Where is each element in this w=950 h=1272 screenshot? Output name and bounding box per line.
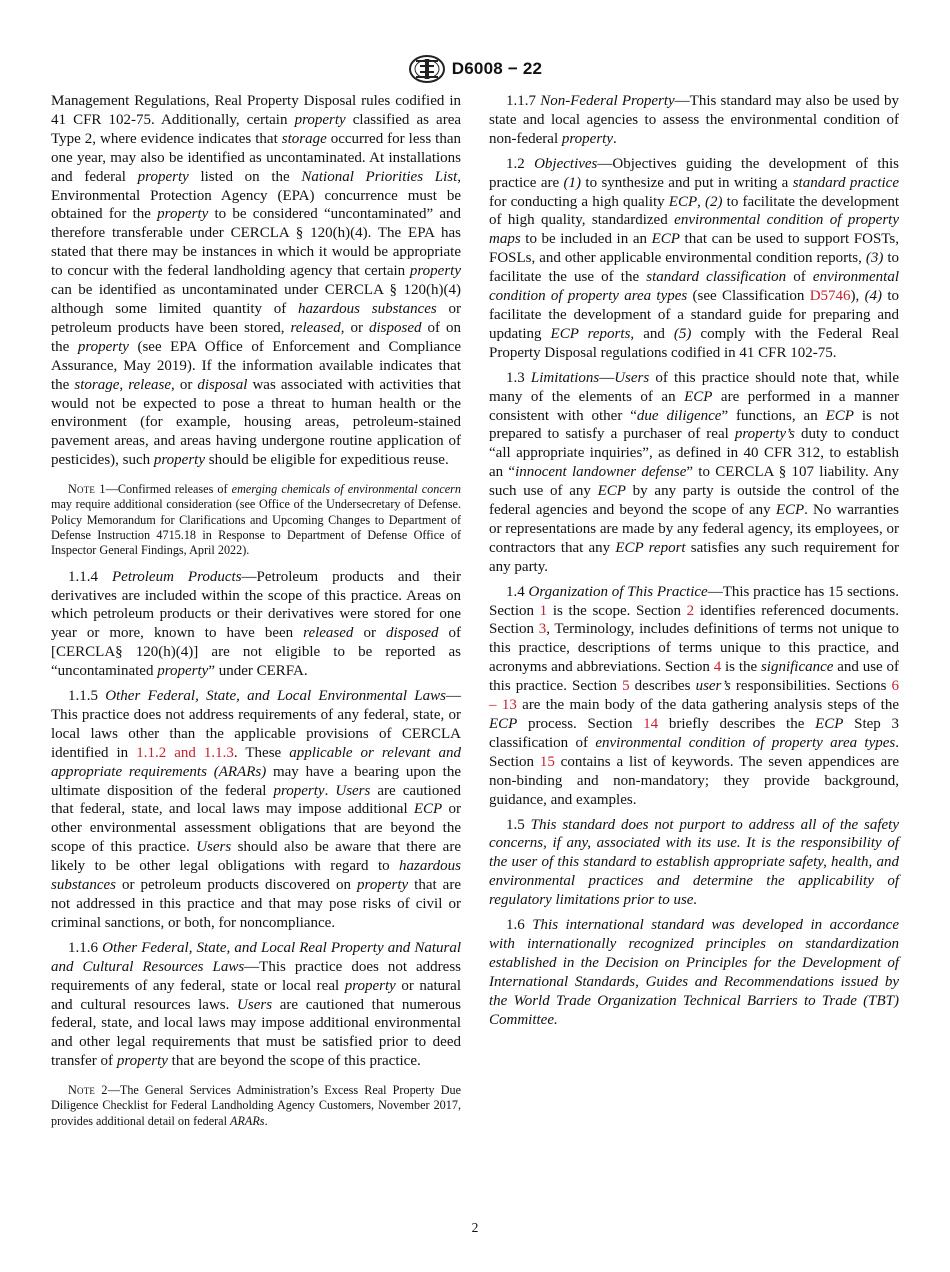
italic-term: Limitations bbox=[530, 369, 600, 386]
italic-term: ECP bbox=[684, 388, 713, 405]
document-designation: D6008 − 22 bbox=[451, 59, 543, 78]
section-1-1-6: 1.1.6 Other Federal, State, and Local Real Property and Natural and Cultural Resources Laws—This practice does not address requirements of any federal, state or local real property or natural and cultural resources laws. Users are cautioned that numerous federal, state, and local laws may impose additional environmental and other legal requirements that must be satisfied prior to deed transfer of property that are beyond the scope of this practice. bbox=[51, 939, 462, 1070]
italic-term: Users bbox=[614, 369, 650, 386]
italic-term: innocent landowner defense bbox=[515, 464, 687, 481]
italic-term: property bbox=[561, 130, 613, 147]
section-1-3: 1.3 Limitations—Users of this practice should note that, while many of the elements of an ECP are performed in a manner consistent with other “due diligence” functions, an ECP is not prepared to satisfy a purchaser of real property’s duty to conduct “all appropriate inquiries”, as defined in 40 CFR 312, to establish an “innocent landowner defense” to CERCLA § 107 liability. Any such use of any ECP by any party is outside the control of the federal agencies and beyond the scope of any ECP. No warranties or representations are made by any federal agency, its employees, or contractors that any ECP report satisfies any such requirement for any party. bbox=[489, 369, 899, 575]
italic-term: significance bbox=[760, 659, 834, 676]
italic-term: ECP bbox=[413, 801, 443, 818]
cross-reference-link[interactable]: 3 bbox=[538, 621, 547, 638]
italic-term: Users bbox=[237, 996, 273, 1013]
italic-term: property’s bbox=[734, 426, 795, 443]
cross-reference-link[interactable]: 1 bbox=[539, 602, 548, 619]
italic-term: property bbox=[294, 111, 346, 128]
italic-term: property bbox=[157, 206, 209, 223]
italic-term: ECP report bbox=[615, 539, 686, 556]
section-1-6: 1.6 This international standard was developed in accordance with internationally recognized principles on standardization established in the Decision on Principles for the Development of International Standards, Guides and Recommendations issued by the World Trade Organization Technical Barriers to Trade (TBT) Committee. bbox=[489, 917, 899, 1028]
section-1-1-7: 1.1.7 Non-Federal Property—This standard may also be used by state and local agencies to assess the environmental condition of non-federal property. bbox=[489, 93, 899, 147]
italic-term: Other Federal, State, and Local Environmental Laws bbox=[105, 688, 446, 705]
note-2: Note 2—The General Services Administration’s Excess Real Property Due Diligence Checklist for Federal Landholding Agency Customers, November 2017, provides additional detail on federal ARARs. bbox=[51, 1083, 461, 1128]
italic-term: storage bbox=[281, 130, 327, 147]
italic-term: disposal bbox=[197, 376, 248, 393]
italic-term: property bbox=[157, 663, 209, 680]
italic-term: Objectives bbox=[534, 155, 598, 172]
italic-term: property bbox=[137, 168, 189, 185]
right-column bbox=[489, 92, 899, 1036]
italic-term: Users bbox=[335, 782, 371, 799]
italic-term: ARARs bbox=[230, 1113, 265, 1128]
cross-reference-link[interactable]: 14 bbox=[643, 716, 659, 732]
astm-logo-icon bbox=[408, 54, 446, 84]
italic-term: hazardous substances bbox=[51, 858, 461, 894]
italic-term: (5) bbox=[673, 325, 692, 342]
cross-reference-link[interactable]: 4 bbox=[713, 659, 722, 676]
section-1-1-4: 1.1.4 Petroleum Products—Petroleum products and their derivatives are included within the scope of this practice. Areas on which petroleum products or their derivatives were stored for one year or more, known to have been released or disposed of [CERCLA§ 120(h)(4)] are not eligible to be reported as “uncontaminated property” under CERFA. bbox=[51, 568, 462, 680]
italic-term: disposed bbox=[369, 319, 422, 336]
italic-term: standard classification bbox=[646, 269, 787, 286]
italic-term: property bbox=[344, 977, 396, 994]
italic-term: property bbox=[153, 452, 205, 469]
page-header bbox=[0, 54, 950, 84]
italic-term: applicable or relevant and appropriate requirements (ARARs) bbox=[51, 744, 461, 780]
page-number: 2 bbox=[471, 1220, 479, 1235]
italic-term: property bbox=[409, 263, 461, 280]
italic-term: ECP reports bbox=[550, 325, 631, 342]
italic-term: environmental condition of property maps bbox=[489, 212, 899, 248]
note-label: Note 1 bbox=[68, 482, 106, 497]
italic-term: (1) bbox=[563, 174, 582, 191]
italic-term: ECP bbox=[775, 502, 805, 519]
section-1-1-5: 1.1.5 Other Federal, State, and Local Environmental Laws—This practice does not address requirements of any federal, state, or local laws other than the applicable provisions of CERCLA identified in 1.1.2 and 1.1.3. These applicable or relevant and appropriate requirements (ARARs) may have a bearing upon the ultimate disposition of the federal property. Users are cautioned that federal, state, and local laws may impose additional ECP or other environmental assessment obligations that are beyond the scope of this practice. Users should also be aware that there are likely to be other legal obligations with regard to hazardous substances or petroleum products discovered on property that are not addressed in this practice and that may pose risks of civil or criminal sanctions, or both, for noncompliance. bbox=[51, 688, 462, 931]
italic-term: ECP bbox=[651, 231, 680, 248]
italic-term: ECP bbox=[668, 193, 698, 210]
italic-term: This international standard was developed in accordance with internationally recognized principles on standardization established in the Decision on Principles for the Development of International Standards, Guides and Recommendations issued by the World Trade Organization Technical Barriers to Trade (TBT) Committee. bbox=[489, 917, 899, 1028]
cross-reference-link[interactable]: 5 bbox=[622, 678, 630, 695]
left-column bbox=[51, 92, 461, 1138]
italic-term: property bbox=[77, 338, 129, 355]
italic-term: release bbox=[128, 376, 171, 393]
italic-term: released bbox=[290, 319, 341, 336]
italic-term: (4) bbox=[864, 288, 883, 305]
italic-term: ECP bbox=[825, 407, 854, 424]
italic-term: disposed bbox=[385, 625, 439, 642]
italic-term: standard practice bbox=[792, 174, 899, 191]
italic-term: ECP bbox=[815, 716, 844, 732]
section-1-4: 1.4 Organization of This Practice—This practice has 15 sections. Section 1 is the scope. Section 2 identifies referenced documents. Section 3, Terminology, includes definitions of terms not unique to this practice, descriptions of terms unique to this practice, and acronyms and abbreviations. Section 4 is the significance and use of this practice. Section 5 describes user’s responsibilities. Sections 6 – 13 are the main body of the data gathering analysis steps of the ECP process. Section 14 briefly describes the ECP Step 3 classification of environmental condition of property area types. Section 15 contains a list of keywords. The seven appendices are non-binding and non-mandatory; they provide background, guidance, and examples. bbox=[489, 583, 900, 808]
section-1-2: 1.2 Objectives—Objectives guiding the development of this practice are (1) to synthesize and put in writing a standard practice for conducting a high quality ECP, (2) to facilitate the development of high quality, standardized environmental condition of property maps to be included in an ECP that can be used to support FOSTs, FOSLs, and other applicable environmental condition reports, (3) to facilitate the use of the standard classification of environmental condition of property area types (see Classification D5746), (4) to facilitate the development of a standard guide for preparing and updating ECP reports, and (5) comply with the Federal Real Property Disposal regulations codified in 41 CFR 102-75. bbox=[489, 155, 900, 361]
italic-term: (3) bbox=[865, 250, 884, 267]
italic-term: (2) bbox=[705, 193, 723, 210]
italic-term: released bbox=[303, 625, 354, 642]
note-label: Note 2 bbox=[68, 1083, 108, 1098]
section-1-5: 1.5 This standard does not purport to address all of the safety concerns, if any, associated with its use. It is the responsibility of the user of this standard to establish appropriate safety, health, and environmental practices and determine the applicability of regulatory limitations prior to use. bbox=[489, 816, 900, 909]
italic-term: Non-Federal Property bbox=[540, 93, 675, 109]
italic-term: ECP bbox=[597, 483, 626, 500]
italic-term: ECP bbox=[489, 716, 518, 732]
italic-term: user’s bbox=[695, 678, 731, 695]
italic-term: property bbox=[116, 1053, 168, 1070]
italic-term: Petroleum Products bbox=[112, 568, 242, 585]
italic-term: due diligence bbox=[636, 407, 722, 424]
italic-term: property bbox=[357, 877, 409, 894]
italic-term: hazardous substances bbox=[298, 300, 437, 317]
cross-reference-link[interactable]: 1.1.2 and 1.1.3 bbox=[136, 744, 234, 761]
italic-term: Users bbox=[196, 839, 232, 856]
cross-reference-link[interactable]: 2 bbox=[686, 602, 695, 619]
italic-term: This standard does not purport to address all of the safety concerns, if any, associated with its use. It is the responsibility of the user of this standard to establish appropriate safety, health, and environmental practices and determine the applicability of regulatory limitations prior to use. bbox=[489, 816, 900, 909]
italic-term: environmental condition of property area types bbox=[595, 734, 896, 751]
italic-term: Other Federal, State, and Local Real Property and Natural and Cultural Resources Laws bbox=[51, 939, 461, 975]
italic-term: storage bbox=[74, 376, 120, 393]
paragraph-continued: Management Regulations, Real Property Disposal rules codified in 41 CFR 102-75. Additionally, certain property classified as area Type 2, where evidence indicates that storage occurred for less than one year, may also be identified as uncontaminated. At installations and federal property listed on the National Priorities List, Environmental Protection Agency (EPA) concurrence must be obtained for the property to be considered “uncontaminated” and therefore transferable under CERCLA § 120(h)(4). The EPA has stated that there may be instances in which it would be appropriate to concur with the federal landholding agency that certain property can be identified as uncontaminated under CERCLA § 120(h)(4) although some limited quantity of hazardous substances or petroleum products have been stored, released, or disposed of on the property (see EPA Office of Enforcement and Compliance Assurance, May 2019). If the information available indicates that the storage, release, or disposal was associated with activities that would not be expected to pose a threat to human health or the environment (for example, housing areas, petroleum-stained pavement areas, and areas having undergone routine application of pesticides), such property should be eligible for expeditious reuse. bbox=[51, 93, 462, 469]
italic-term: National Priorities List bbox=[301, 168, 458, 185]
cross-reference-link[interactable]: 15 bbox=[539, 753, 555, 770]
cross-reference-link[interactable]: D5746 bbox=[809, 288, 851, 305]
italic-term: emerging chemicals of environmental concern bbox=[231, 482, 461, 497]
cross-reference-link[interactable]: 6 – 13 bbox=[489, 678, 899, 714]
italic-term: property bbox=[273, 782, 325, 799]
italic-term: environmental condition of property area types bbox=[489, 269, 900, 305]
italic-term: Organization of This Practice bbox=[528, 583, 708, 600]
note-1: Note 1—Confirmed releases of emerging chemicals of environmental concern may require additional consideration (see Office of the Undersecretary of Defense. Policy Memorandum for Clarifications and Upcoming Changes to Department of Defense Instruction 4715.18 in Response to Department of Defense Office of Inspector General Findings, April 2022). bbox=[51, 482, 461, 558]
